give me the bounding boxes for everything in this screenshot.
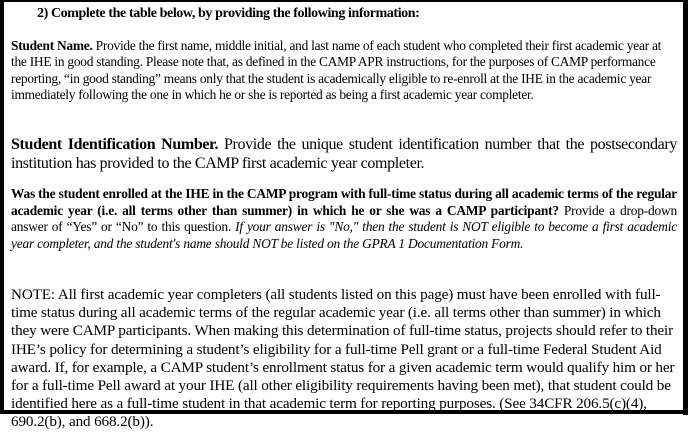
frame-top-border [0,0,688,2]
student-name-text: Provide the first name, middle initial, and last name of each student who completed their first academic year at the IHE in good standing. Please note that, as defined in the CAMP APR instructions, for the purposes of CAMP performance reporting, “in good standing” means only that the student is academically eligible to re-enroll at the IHE in the academic year immediately following the one in which he or she is reported as being a first academic year completer. [11,38,662,102]
frame-right-border [683,0,688,415]
enrollment-question-paragraph [11,186,677,252]
enrollment-question-text: Provide a drop-down answer of “Yes” or “No” to this question. [11,202,677,235]
enrollment-question-label: Was the student enrolled at the IHE in the CAMP program with full-time status during all academic terms of the regular academic year (i.e. all terms other than summer) in which he or she was a CAMP participant? [11,186,677,218]
frame-left-border [0,0,4,414]
section-heading: 2) Complete the table below, by providing the following information: [37,6,420,21]
enrollment-question-note: If your answer is "No," then the student is NOT eligible to become a first academic year completer, and the student's name should NOT be listed on the GPRA 1 Documentation Form. [11,219,677,251]
student-name-label: Student Name. [11,38,93,53]
student-id-label: Student Identification Number. [11,136,219,153]
note-paragraph: NOTE: All first academic year completers (all students listed on this page) must have been enrolled with full-time status during all academic terms of the regular academic year (i.e. all terms other than summer) in which they were CAMP participants. When making this determination of full-time status, projects should refer to their IHE’s policy for determining a student’s eligibility for a full-time Pell grant or a full-time Federal Student Aid award. If, for example, a CAMP student’s enrollment status for a given academic term would qualify him or her for a full-time Pell award at your IHE (all other eligibility requirements having been met), that student could be identified here as a full-time student in that academic term for reporting purposes. (See 34CFR 206.5(c)(4), 690.2(b), and 668.2(b)). [11,286,675,431]
student-name-paragraph [11,38,677,103]
student-id-text: Provide the unique student identification number that the postsecondary institution has provided to the CAMP first academic year completer. [11,136,677,172]
student-id-paragraph [11,135,677,173]
